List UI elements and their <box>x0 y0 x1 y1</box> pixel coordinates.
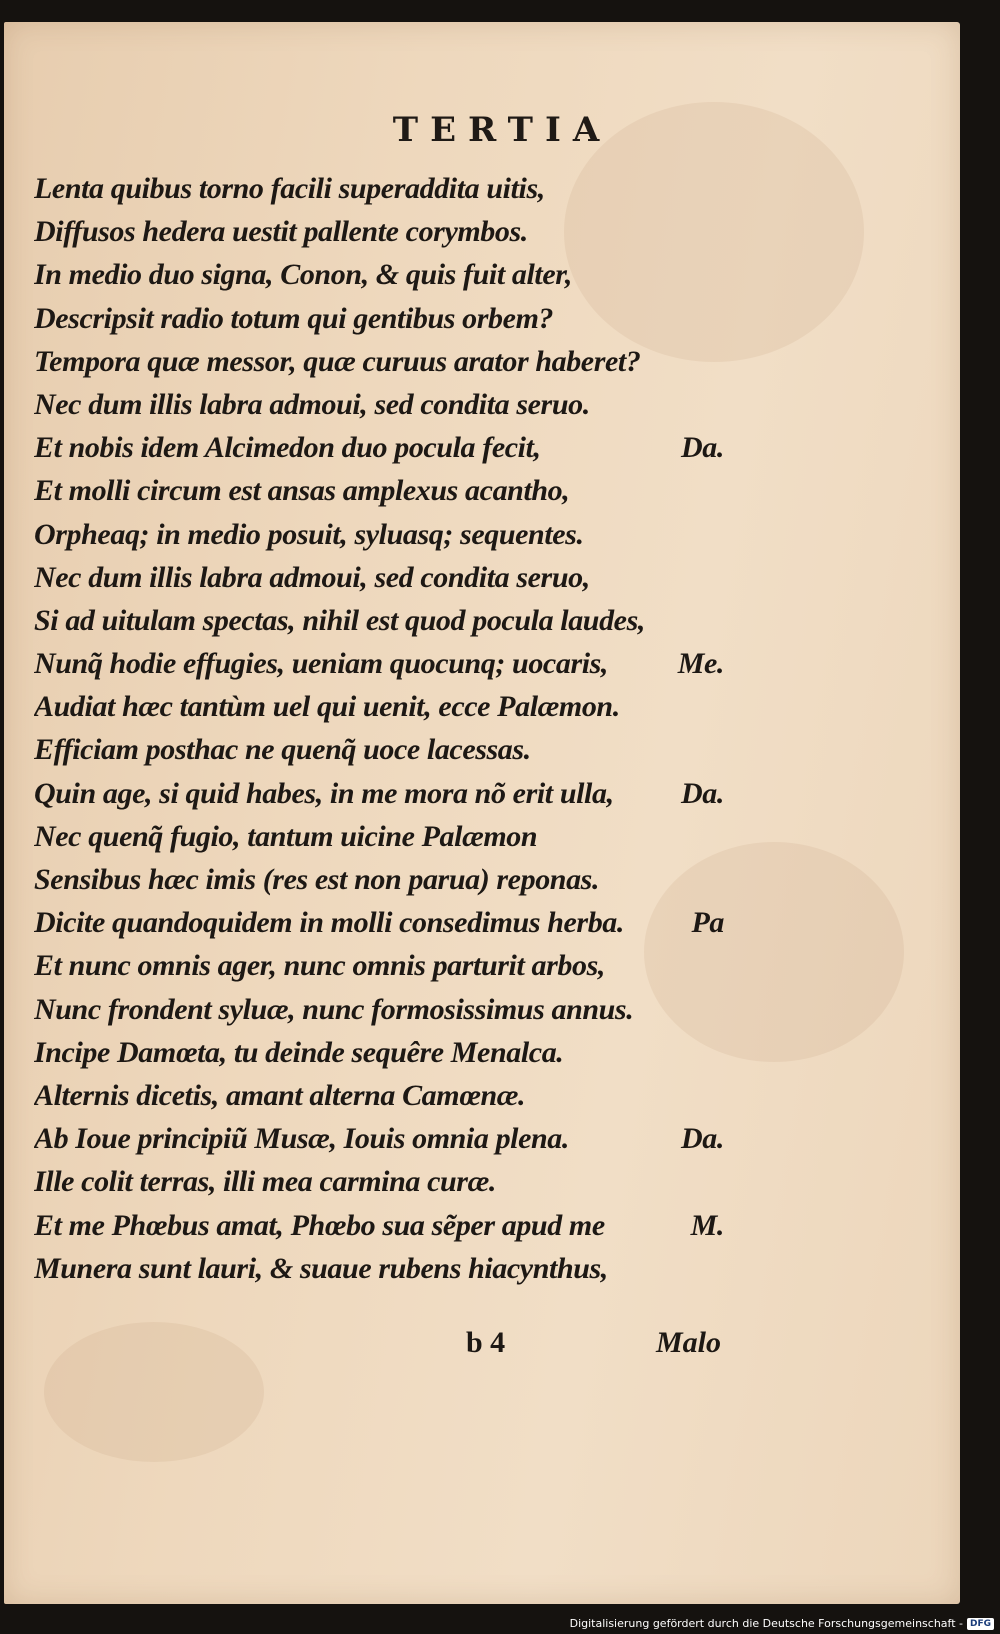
verse-line <box>34 258 724 301</box>
verse-line <box>34 1252 724 1295</box>
verse-text: Sensibus hæc imis (res est non parua) reponas. <box>34 863 600 896</box>
speaker-label: Da. <box>681 1122 724 1156</box>
verse-text: Nunq̃ hodie effugies, ueniam quocunq; uocaris, <box>34 647 609 681</box>
verse-line <box>34 172 724 215</box>
verse-text: Lenta quibus torno facili superaddita uitis, <box>34 172 545 205</box>
verse-line <box>34 345 724 388</box>
verse-line <box>34 561 724 604</box>
verse-line <box>34 388 724 431</box>
verse-line <box>34 518 724 561</box>
signature-mark: b 4 <box>466 1326 506 1359</box>
digitization-credit <box>570 1617 994 1630</box>
verse-text: Ab Ioue principiũ Musæ, Iouis omnia plena. <box>34 1122 570 1156</box>
speaker-label: M. <box>690 1208 724 1242</box>
verse-line <box>34 993 724 1036</box>
verse-text: Nunc frondent syluæ, nunc formosissimus annus. <box>34 992 634 1026</box>
verse-line <box>34 863 724 906</box>
verse-text: Nec dum illis labra admoui, sed condita seruo. <box>34 387 590 421</box>
catchword: Malo <box>656 1326 722 1359</box>
verse-text: Diffusos hedera uestit pallente corymbos. <box>34 215 528 249</box>
verse-text: Ille colit terras, illi mea carmina curæ. <box>34 1165 496 1199</box>
verse-line <box>34 777 724 820</box>
verse-line <box>34 820 724 863</box>
verse-line <box>34 1209 724 1252</box>
verse-line <box>34 215 724 258</box>
speaker-label: Da. <box>681 431 724 465</box>
verse-text: In medio duo signa, Conon, & quis fuit alter, <box>34 258 572 292</box>
speaker-label: Pa <box>691 906 724 940</box>
verse-text: Et molli circum est ansas amplexus acantho, <box>34 474 570 508</box>
verse-text: Efficiam posthac ne quenq̃ uoce lacessas. <box>34 733 531 767</box>
verse-text: Munera sunt lauri, & suaue rubens hiacynthus, <box>34 1251 608 1285</box>
verse-line <box>34 474 724 517</box>
verse-line <box>34 1036 724 1079</box>
verse-text: Et nobis idem Alcimedon duo pocula fecit, <box>34 431 541 465</box>
verse-text: Et me Phœbus amat, Phœbo sua sẽper apud me <box>34 1208 605 1242</box>
verse-line <box>34 733 724 776</box>
dfg-logo: DFG <box>967 1618 994 1630</box>
verse-line <box>34 1165 724 1208</box>
verse-text: Tempora quæ messor, quæ curuus arator haberet? <box>34 344 641 378</box>
verse-line <box>34 1122 724 1165</box>
verse-line <box>34 949 724 992</box>
verse-line <box>34 604 724 647</box>
speaker-label: Da. <box>681 776 724 810</box>
page-footer <box>4 1326 960 1366</box>
verse-list <box>34 172 724 1295</box>
verse-text: Audiat hæc tantùm uel qui uenit, ecce Palæmon. <box>34 690 620 724</box>
verse-text: Nec dum illis labra admoui, sed condita seruo, <box>34 560 590 594</box>
verse-line <box>34 302 724 345</box>
verse-text: Orpheaq; in medio posuit, syluasq; sequentes. <box>34 517 584 551</box>
verse-line <box>34 431 724 474</box>
book-page <box>4 22 960 1604</box>
running-head: TERTIA <box>392 110 612 150</box>
verse-text: Si ad uitulam spectas, nihil est quod pocula laudes, <box>34 603 645 637</box>
credit-text: Digitalisierung gefördert durch die Deutsche Forschungsgemeinschaft - <box>569 1617 963 1630</box>
verse-text: Incipe Damœta, tu deinde sequêre Menalca. <box>34 1035 564 1069</box>
verse-text: Alternis dicetis, amant alterna Camœnæ. <box>34 1078 526 1112</box>
verse-line <box>34 690 724 733</box>
verse-text: Dicite quandoquidem in molli consedimus herba. <box>34 906 624 940</box>
verse-text: Et nunc omnis ager, nunc omnis parturit arbos, <box>34 949 605 983</box>
verse-text: Descripsit radio totum qui gentibus orbem? <box>34 301 554 335</box>
speaker-label: Me. <box>677 647 724 681</box>
verse-line <box>34 906 724 949</box>
verse-line <box>34 647 724 690</box>
verse-line <box>34 1079 724 1122</box>
verse-text: Nec quenq̃ fugio, tantum uicine Palæmon <box>34 819 538 853</box>
verse-text: Quin age, si quid habes, in me mora nõ erit ulla, <box>34 776 614 810</box>
